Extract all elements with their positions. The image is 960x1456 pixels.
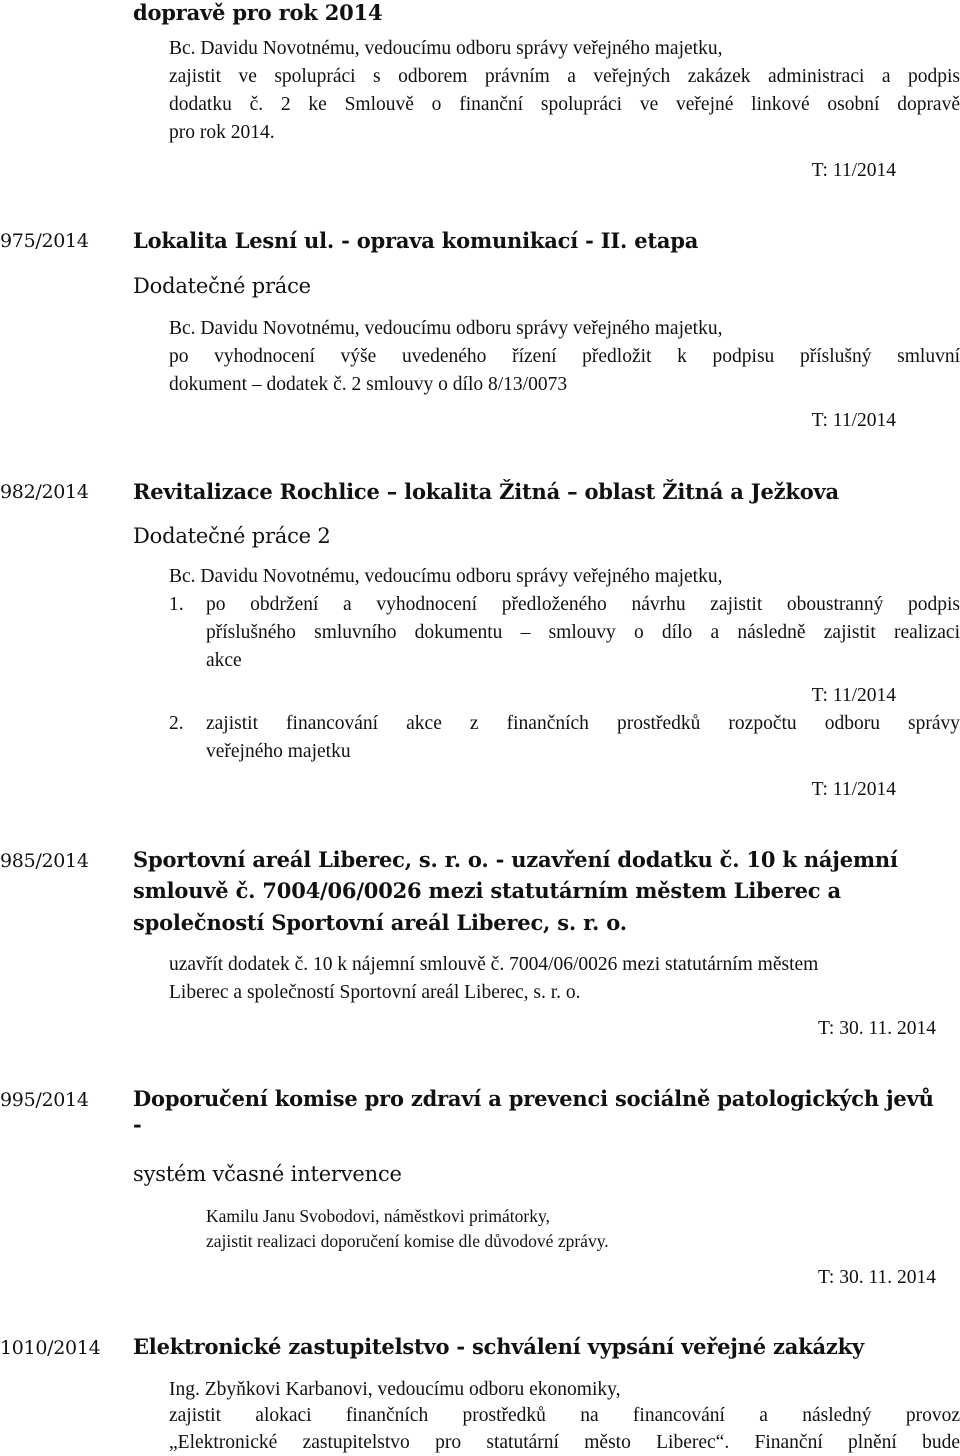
paragraph-line: zajistit alokaci finančních prostředků na financování a následný provoz [169, 1405, 960, 1426]
resolution-subtitle: Dodatečné práce 2 [133, 524, 331, 548]
resolution-title: systém včasné intervence [133, 1162, 402, 1186]
list-item-line: zajistit financování akce z finančních prostředků rozpočtu odboru správy [206, 713, 960, 734]
resolution-number: 1010/2014 [0, 1337, 101, 1359]
paragraph-line: Liberec a společností Sportovní areál Liberec, s. r. o. [169, 982, 581, 1003]
deadline-term: T: 30. 11. 2014 [817, 1267, 936, 1288]
deadline-term: T: 11/2014 [811, 685, 896, 706]
resolution-title: smlouvě č. 7004/06/0026 mezi statutárním městem Liberec a [133, 878, 841, 903]
deadline-term: T: 11/2014 [811, 160, 896, 181]
list-item-line: po obdržení a vyhodnocení předloženého návrhu zajistit oboustranný podpis [206, 594, 960, 615]
resolution-title-dash: - [133, 1112, 142, 1137]
resolution-number: 975/2014 [0, 230, 89, 252]
list-item-line: akce [206, 650, 242, 671]
section-heading-continued: dopravě pro rok 2014 [133, 0, 383, 25]
list-number: 2. [169, 713, 184, 734]
resolution-title: Doporučení komise pro zdraví a prevenci sociálně patologických jevů [133, 1086, 934, 1111]
resolution-title: Elektronické zastupitelstvo - schválení vypsání veřejné zakázky [133, 1334, 864, 1359]
deadline-term: T: 11/2014 [811, 410, 896, 431]
list-number: 1. [169, 594, 184, 615]
resolution-title: Lokalita Lesní ul. - oprava komunikací - II. etapa [133, 228, 699, 253]
deadline-term: T: 30. 11. 2014 [817, 1018, 936, 1039]
paragraph-line: zajistit ve spolupráci s odborem právním a veřejných zakázek administraci a podpis [169, 66, 960, 87]
recipient-line: Bc. Davidu Novotnému, vedoucímu odboru správy veřejného majetku, [169, 566, 723, 587]
resolution-title: společností Sportovní areál Liberec, s. r. o. [133, 910, 627, 935]
paragraph-line: dokument – dodatek č. 2 smlouvy o dílo 8/13/0073 [169, 374, 568, 395]
paragraph-line: pro rok 2014. [169, 122, 275, 143]
list-item-line: veřejného majetku [206, 741, 351, 762]
paragraph-line: dodatku č. 2 ke Smlouvě o finanční spolupráci ve veřejné linkové osobní dopravě [169, 94, 960, 115]
deadline-term: T: 11/2014 [811, 779, 896, 800]
resolution-title: Sportovní areál Liberec, s. r. o. - uzavření dodatku č. 10 k nájemní [133, 847, 898, 872]
paragraph-line: uzavřít dodatek č. 10 k nájemní smlouvě č. 7004/06/0026 mezi statutárním městem [169, 954, 819, 975]
resolution-title: Revitalizace Rochlice – lokalita Žitná – oblast Žitná a Ježkova [133, 479, 839, 504]
resolution-number: 995/2014 [0, 1089, 89, 1111]
list-item-line: příslušného smluvního dokumentu – smlouvy o dílo a následně zajistit realizaci [206, 622, 960, 643]
resolution-number: 985/2014 [0, 850, 89, 872]
paragraph-line: po vyhodnocení výše uvedeného řízení předložit k podpisu příslušný smluvní [169, 346, 960, 367]
recipient-line: Bc. Davidu Novotnému, vedoucímu odboru správy veřejného majetku, [169, 38, 723, 59]
paragraph-line: „Elektronické zastupitelstvo pro statutární město Liberec“. Finanční plnění bude [169, 1432, 960, 1453]
recipient-line: Bc. Davidu Novotnému, vedoucímu odboru správy veřejného majetku, [169, 318, 723, 339]
resolution-subtitle: Dodatečné práce [133, 274, 311, 298]
recipient-line: Ing. Zbyňkovi Karbanovi, vedoucímu odboru ekonomiky, [169, 1379, 621, 1400]
resolution-number: 982/2014 [0, 481, 89, 503]
paragraph-line: Kamilu Janu Svobodovi, náměstkovi primátorky, [206, 1206, 550, 1226]
paragraph-line: zajistit realizaci doporučení komise dle důvodové zprávy. [206, 1231, 609, 1251]
